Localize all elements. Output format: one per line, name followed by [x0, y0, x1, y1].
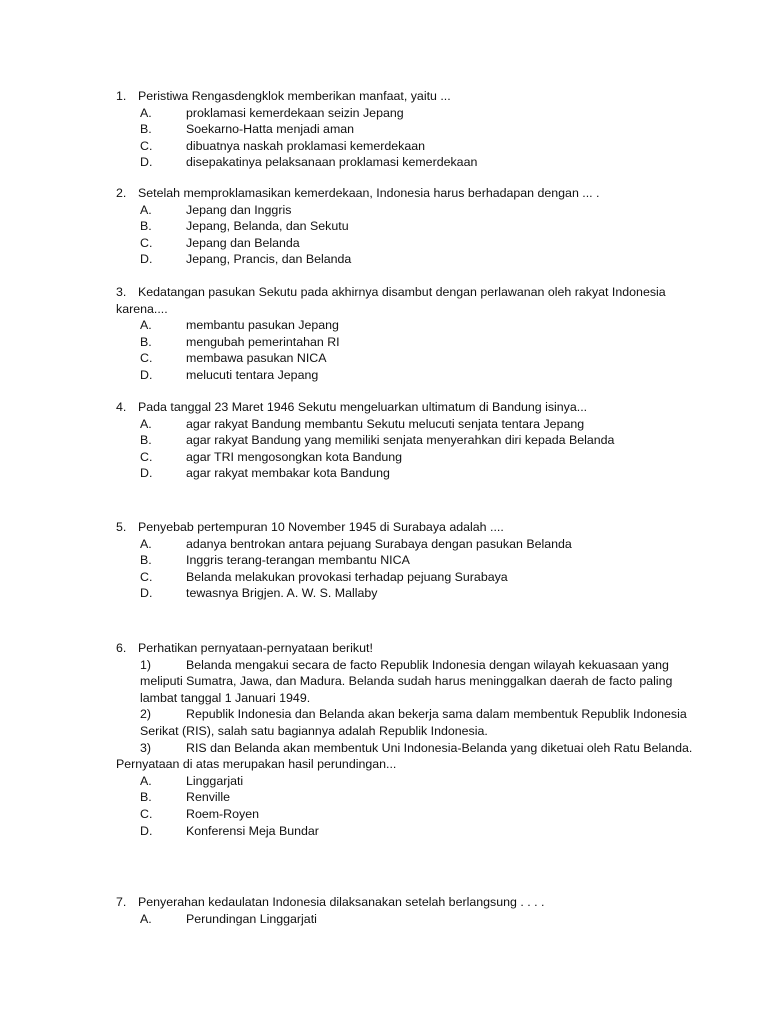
question-4	[116, 399, 716, 482]
option-letter: A.	[140, 105, 152, 120]
option-text: agar rakyat Bandung yang memiliki senjata menyerahkan diri kepada Belanda	[186, 433, 615, 448]
option-text: proklamasi kemerdekaan seizin Jepang	[186, 105, 404, 120]
option-c	[116, 449, 716, 466]
option-letter: D.	[140, 367, 153, 382]
question-number: 2.	[116, 186, 127, 200]
option-letter: C.	[140, 351, 153, 366]
question-stem	[116, 284, 716, 301]
option-letter: D.	[140, 823, 153, 838]
statement-number: 2)	[140, 707, 152, 722]
option-letter: B.	[140, 122, 152, 137]
option-d	[116, 585, 716, 602]
question-3	[116, 284, 716, 384]
option-c	[116, 350, 716, 367]
statement-text: Belanda mengakui secara de facto Republik Indonesia dengan wilayah kekuasaan yang meliputi Sumatra, Jawa, dan Madura. Belanda sudah harus meninggalkan daerah de facto paling lambat tanggal 1 Januari 1949.	[140, 657, 673, 705]
option-text: membantu pasukan Jepang	[186, 318, 339, 333]
option-text: agar TRI mengosongkan kota Bandung	[186, 449, 403, 464]
option-text: Perundingan Linggarjati	[186, 911, 317, 926]
option-letter: A.	[140, 318, 152, 333]
option-text: Konferensi Meja Bundar	[186, 823, 319, 838]
option-text: Renville	[186, 790, 231, 805]
statement-2	[116, 706, 716, 739]
question-text: Pada tanggal 23 Maret 1946 Sekutu mengeluarkan ultimatum di Bandung isinya...	[138, 400, 588, 414]
question-6	[116, 640, 716, 839]
option-text: membawa pasukan NICA	[186, 351, 327, 366]
question-stem	[116, 519, 716, 536]
option-d	[116, 465, 716, 482]
option-letter: B.	[140, 219, 152, 234]
statement-1	[116, 657, 716, 707]
option-text: Belanda melakukan provokasi terhadap pejuang Surabaya	[186, 569, 508, 584]
option-text: Jepang dan Belanda	[186, 235, 300, 250]
option-letter: D.	[140, 155, 153, 170]
question-number: 1.	[116, 89, 127, 103]
option-b	[116, 218, 716, 235]
option-letter: B.	[140, 334, 152, 349]
option-d	[116, 251, 716, 268]
option-d	[116, 367, 716, 384]
question-stem	[116, 399, 716, 416]
option-d	[116, 823, 716, 840]
question-5	[116, 519, 716, 602]
option-c	[116, 235, 716, 252]
option-text: agar rakyat membakar kota Bandung	[186, 466, 390, 481]
option-text: Linggarjati	[186, 773, 244, 788]
option-text: agar rakyat Bandung membantu Sekutu melucuti senjata tentara Jepang	[186, 416, 585, 431]
option-c	[116, 569, 716, 586]
option-letter: D.	[140, 466, 153, 481]
option-text: Soekarno-Hatta menjadi aman	[186, 122, 355, 137]
question-text: Peristiwa Rengasdengklok memberikan manfaat, yaitu ...	[138, 89, 451, 103]
option-b	[116, 552, 716, 569]
question-text: Perhatikan pernyataan-pernyataan berikut!	[138, 641, 373, 655]
question-2	[116, 185, 716, 268]
option-a	[116, 416, 716, 433]
question-number: 5.	[116, 520, 127, 534]
option-letter: D.	[140, 252, 153, 267]
option-b	[116, 789, 716, 806]
option-text: Inggris terang-terangan membantu NICA	[186, 553, 410, 568]
question-stem	[116, 185, 716, 202]
option-letter: D.	[140, 586, 153, 601]
question-text: Kedatangan pasukan Sekutu pada akhirnya disambut dengan perlawanan oleh rakyat Indonesia	[138, 285, 666, 299]
question-text: Penyebab pertempuran 10 November 1945 di Surabaya adalah ....	[138, 520, 504, 534]
question-text: Setelah memproklamasikan kemerdekaan, Indonesia harus berhadapan dengan ... .	[138, 186, 600, 200]
option-a	[116, 911, 716, 928]
option-text: tewasnya Brigjen. A. W. S. Mallaby	[186, 586, 378, 601]
option-text: Jepang, Belanda, dan Sekutu	[186, 219, 349, 234]
option-a	[116, 105, 716, 122]
statement-text: Republik Indonesia dan Belanda akan bekerja sama dalam membentuk Republik Indonesia Serikat (RIS), salah satu bagiannya adalah Republik Indonesia.	[140, 707, 687, 738]
option-b	[116, 334, 716, 351]
question-number: 6.	[116, 641, 127, 655]
option-letter: C.	[140, 449, 153, 464]
option-letter: C.	[140, 806, 153, 821]
statement-text: RIS dan Belanda akan membentuk Uni Indonesia-Belanda yang diketuai oleh Ratu Belanda.	[186, 740, 693, 755]
option-letter: C.	[140, 235, 153, 250]
question-7	[116, 894, 716, 927]
option-a	[116, 202, 716, 219]
option-letter: A.	[140, 536, 152, 551]
question-followup: Pernyataan di atas merupakan hasil perundingan...	[116, 757, 397, 772]
option-text: Jepang dan Inggris	[186, 202, 292, 217]
statement-3	[116, 740, 716, 757]
question-number: 7.	[116, 895, 127, 909]
option-letter: A.	[140, 773, 152, 788]
option-a	[116, 536, 716, 553]
option-text: dibuatnya naskah proklamasi kemerdekaan	[186, 138, 426, 153]
question-text: Penyerahan kedaulatan Indonesia dilaksanakan setelah berlangsung . . . .	[138, 895, 545, 909]
option-text: Roem-Royen	[186, 806, 259, 821]
statement-number: 3)	[140, 740, 152, 755]
option-letter: C.	[140, 569, 153, 584]
option-c	[116, 806, 716, 823]
option-text: adanya bentrokan antara pejuang Surabaya dengan pasukan Belanda	[186, 536, 572, 551]
option-letter: B.	[140, 553, 152, 568]
question-stem	[116, 88, 716, 105]
option-letter: A.	[140, 416, 152, 431]
option-letter: A.	[140, 202, 152, 217]
statement-number: 1)	[140, 657, 152, 672]
question-stem	[116, 894, 716, 911]
question-number: 4.	[116, 400, 127, 414]
option-text: mengubah pemerintahan RI	[186, 334, 340, 349]
option-d	[116, 154, 716, 171]
option-a	[116, 317, 716, 334]
option-b	[116, 121, 716, 138]
option-letter: C.	[140, 138, 153, 153]
option-letter: B.	[140, 433, 152, 448]
question-number: 3.	[116, 285, 127, 299]
option-text: Jepang, Prancis, dan Belanda	[186, 252, 352, 267]
question-text-continued: karena....	[116, 301, 168, 316]
option-b	[116, 432, 716, 449]
option-text: melucuti tentara Jepang	[186, 367, 319, 382]
question-stem	[116, 640, 716, 657]
option-a	[116, 773, 716, 790]
option-text: disepakatinya pelaksanaan proklamasi kemerdekaan	[186, 155, 478, 170]
question-1	[116, 88, 716, 171]
option-letter: B.	[140, 790, 152, 805]
option-c	[116, 138, 716, 155]
option-letter: A.	[140, 911, 152, 926]
